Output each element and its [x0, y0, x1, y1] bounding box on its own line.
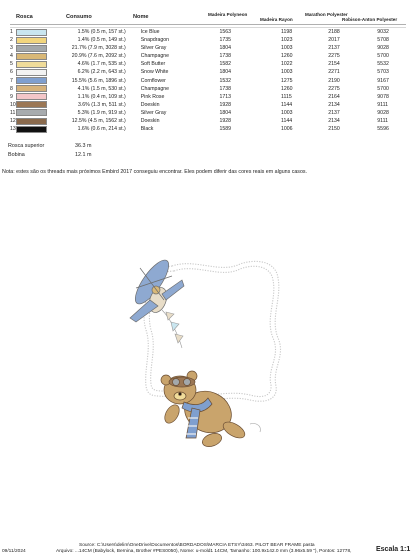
robison-anton-code: 9167 [377, 77, 389, 84]
marathon-code: 2275 [328, 53, 340, 60]
madeira-polyneon-code: 1738 [219, 85, 232, 92]
marathon-code: 2134 [328, 118, 340, 125]
header-robison: Robison-Anton Polyester [342, 17, 398, 22]
thread-row [10, 93, 416, 101]
robison-anton-code: 9028 [377, 45, 389, 52]
bunting [162, 310, 183, 348]
thread-row [10, 28, 416, 36]
marathon-code: 2164 [328, 93, 340, 100]
marathon-code: 2134 [328, 101, 340, 108]
thread-row [10, 68, 416, 76]
marathon-code: 2150 [328, 126, 340, 133]
robison-anton-code: 9111 [377, 118, 389, 125]
robison-anton-code: 5703 [377, 69, 389, 76]
thread-number: 11 [10, 109, 16, 116]
color-swatch [16, 93, 47, 100]
thread-row [10, 77, 416, 85]
thread-row [10, 60, 416, 68]
color-swatch [16, 109, 47, 116]
thread-name: Soft Butter [140, 61, 166, 68]
thread-name: Cornflower [140, 77, 166, 84]
thread-name: Silver Gray [140, 109, 167, 116]
thread-name: Silver Gray [140, 45, 167, 52]
madeira-polyneon-code: 1928 [219, 118, 232, 125]
thread-swatch [16, 44, 48, 52]
robison-anton-code: 9032 [377, 29, 389, 35]
madeira-polyneon-code: 1563 [219, 29, 232, 35]
thread-number: 2 [10, 37, 13, 44]
madeira-polyneon-code: 1532 [219, 77, 232, 84]
thread-number: 8 [10, 85, 13, 92]
rosca-superior-value: 36.3 m [75, 143, 92, 149]
color-swatch [16, 77, 47, 84]
color-swatch [16, 53, 47, 60]
thread-consumption: 6.2% (2.2 m, 643 st.) [77, 69, 126, 76]
thread-consumption: 1.6% (0.6 m, 214 st.) [77, 126, 126, 133]
madeira-rayon-code: 1023 [280, 37, 293, 44]
footer-date: 09/11/2024 [2, 549, 26, 554]
madeira-polyneon-code: 1738 [219, 53, 232, 60]
madeira-rayon-code: 1198 [280, 29, 293, 35]
color-swatch [16, 37, 47, 44]
madeira-polyneon-code: 1582 [219, 61, 232, 68]
madeira-polyneon-code: 1928 [219, 101, 232, 108]
thread-consumption: 20.9% (7.6 m, 2092 st.) [71, 53, 126, 60]
color-swatch [16, 118, 47, 125]
madeira-rayon-code: 1260 [280, 85, 293, 92]
thread-consumption: 12.5% (4.5 m, 1562 st.) [71, 118, 126, 125]
thread-swatch [16, 68, 48, 76]
thread-swatch [16, 52, 48, 60]
robison-anton-code: 9111 [377, 101, 389, 108]
thread-swatch [16, 60, 48, 68]
marathon-code: 2275 [328, 85, 340, 92]
madeira-rayon-code: 1003 [280, 69, 293, 76]
color-swatch [16, 61, 47, 68]
madeira-polyneon-code: 1735 [219, 37, 232, 44]
thread-name: Black [140, 126, 154, 133]
thread-swatch [16, 109, 48, 117]
thread-swatch [16, 85, 48, 93]
madeira-rayon-code: 1022 [280, 61, 293, 68]
marathon-code: 2190 [328, 77, 340, 84]
thread-number: 10 [10, 101, 16, 108]
thread-name: Snapdragon [140, 37, 169, 44]
color-swatch [16, 29, 47, 36]
airplane [130, 256, 184, 322]
footer-scale: Escala 1:1 [376, 546, 411, 553]
thread-swatch [16, 93, 48, 101]
thread-consumption: 5.3% (1.9 m, 919 st.) [77, 109, 126, 116]
header-madeira-rayon: Madeira Rayon [260, 17, 293, 22]
thread-name: Doeskin [140, 118, 160, 125]
header-nome: Nome [133, 14, 149, 20]
thread-number: 12 [10, 118, 16, 125]
thread-name: Champagne [140, 85, 169, 92]
thread-number: 1 [10, 29, 13, 35]
bobina-value: 12.1 m [75, 152, 92, 158]
bobina-label: Bobina [8, 152, 25, 158]
madeira-rayon-code: 1006 [280, 126, 293, 133]
header-rule-top [10, 24, 406, 25]
thread-name: Ice Blue [140, 29, 160, 35]
marathon-code: 2137 [328, 109, 340, 116]
thread-name: Champagne [140, 53, 169, 60]
thread-name: Pink Rose [140, 93, 165, 100]
embroidery-design-preview [100, 248, 300, 473]
madeira-polyneon-code: 1804 [219, 45, 232, 52]
thread-number: 3 [10, 45, 13, 52]
robison-anton-code: 5532 [377, 61, 389, 68]
thread-row [10, 101, 416, 109]
footer-arquivo: Arquivo: ...14CM (Babylock, Bernina, Brother #PES0050), Nome: u-mold1 14CM, Tamanho: 100.9x142.0 mm (3.96x5.59 "), Pontos: 12778, [56, 549, 352, 554]
thread-consumption: 21.7% (7.9 m, 3028 st.) [71, 45, 126, 52]
footer-source: Source: C:\Users\delim\OneDrive\Documentos\BORDADOS\MARCIA ETSY\3463. PILOT BEAR FRAME pasta [79, 543, 315, 548]
thread-row [10, 36, 416, 44]
thread-number: 6 [10, 69, 13, 76]
thread-swatch [16, 101, 48, 109]
madeira-rayon-code: 1115 [280, 93, 292, 100]
color-swatch [16, 126, 47, 133]
header-rosca: Rosca [16, 14, 33, 20]
thread-number: 5 [10, 61, 13, 68]
madeira-polyneon-code: 1804 [219, 69, 232, 76]
thread-row [10, 52, 416, 60]
color-swatch [16, 45, 47, 52]
robison-anton-code: 5708 [377, 37, 389, 44]
thread-swatch [16, 117, 48, 125]
thread-row [10, 85, 416, 93]
rosca-superior-label: Rosca superior [8, 143, 45, 149]
thread-swatch [16, 28, 48, 36]
thread-number: 7 [10, 77, 13, 84]
thread-swatch [16, 125, 48, 133]
robison-anton-code: 5596 [377, 126, 389, 133]
robison-anton-code: 5700 [377, 53, 389, 60]
madeira-rayon-code: 1144 [280, 118, 293, 125]
bear [161, 371, 260, 449]
thread-name: Snow White [140, 69, 169, 76]
thread-row [10, 44, 416, 52]
marathon-code: 2188 [328, 29, 340, 35]
thread-row [10, 109, 416, 117]
marathon-code: 2137 [328, 45, 340, 52]
robison-anton-code: 9078 [377, 93, 389, 100]
thread-consumption: 4.1% (1.5 m, 530 st.) [77, 85, 126, 92]
marathon-code: 2017 [328, 37, 340, 44]
marathon-code: 2154 [328, 61, 340, 68]
thread-swatch [16, 36, 48, 44]
thread-number: 13 [10, 126, 16, 133]
robison-anton-code: 9028 [377, 109, 389, 116]
thread-row [10, 117, 416, 125]
madeira-rayon-code: 1003 [280, 109, 293, 116]
color-swatch [16, 85, 47, 92]
header-consumo: Consumo [66, 14, 92, 20]
header-marathon: Marathon Polyester [305, 12, 348, 17]
thread-number: 4 [10, 53, 13, 60]
thread-consumption: 1.5% (0.5 m, 157 st.) [77, 29, 126, 35]
thread-swatch [16, 77, 48, 85]
madeira-rayon-code: 1003 [280, 45, 293, 52]
thread-number: 9 [10, 93, 13, 100]
thread-name: Doeskin [140, 101, 160, 108]
thread-consumption: 3.6% (1.3 m, 511 st.) [77, 101, 126, 108]
color-swatch [16, 101, 47, 108]
thread-table [10, 28, 416, 133]
header-madeira-polyneon: Madeira Polyneon [208, 12, 248, 17]
thread-consumption: 1.4% (0.5 m, 149 st.) [77, 37, 126, 44]
madeira-polyneon-code: 1804 [219, 109, 232, 116]
thread-note: Nota: estes são os threads mais próximos Embird 2017 conseguiu encontrar. Eles podem diferir das cores reais em alguns casos. [2, 169, 308, 175]
thread-consumption: 4.6% (1.7 m, 535 st.) [77, 61, 126, 68]
madeira-polyneon-code: 1713 [219, 93, 232, 100]
color-swatch [16, 69, 47, 76]
marathon-code: 2271 [328, 69, 340, 76]
thread-row [10, 125, 416, 133]
thread-consumption: 1.1% (0.4 m, 109 st.) [77, 93, 126, 100]
thread-consumption: 15.5% (5.6 m, 1896 st.) [71, 77, 126, 84]
madeira-rayon-code: 1144 [280, 101, 293, 108]
madeira-rayon-code: 1275 [280, 77, 293, 84]
madeira-rayon-code: 1260 [280, 53, 293, 60]
robison-anton-code: 5700 [377, 85, 389, 92]
madeira-polyneon-code: 1589 [219, 126, 232, 133]
